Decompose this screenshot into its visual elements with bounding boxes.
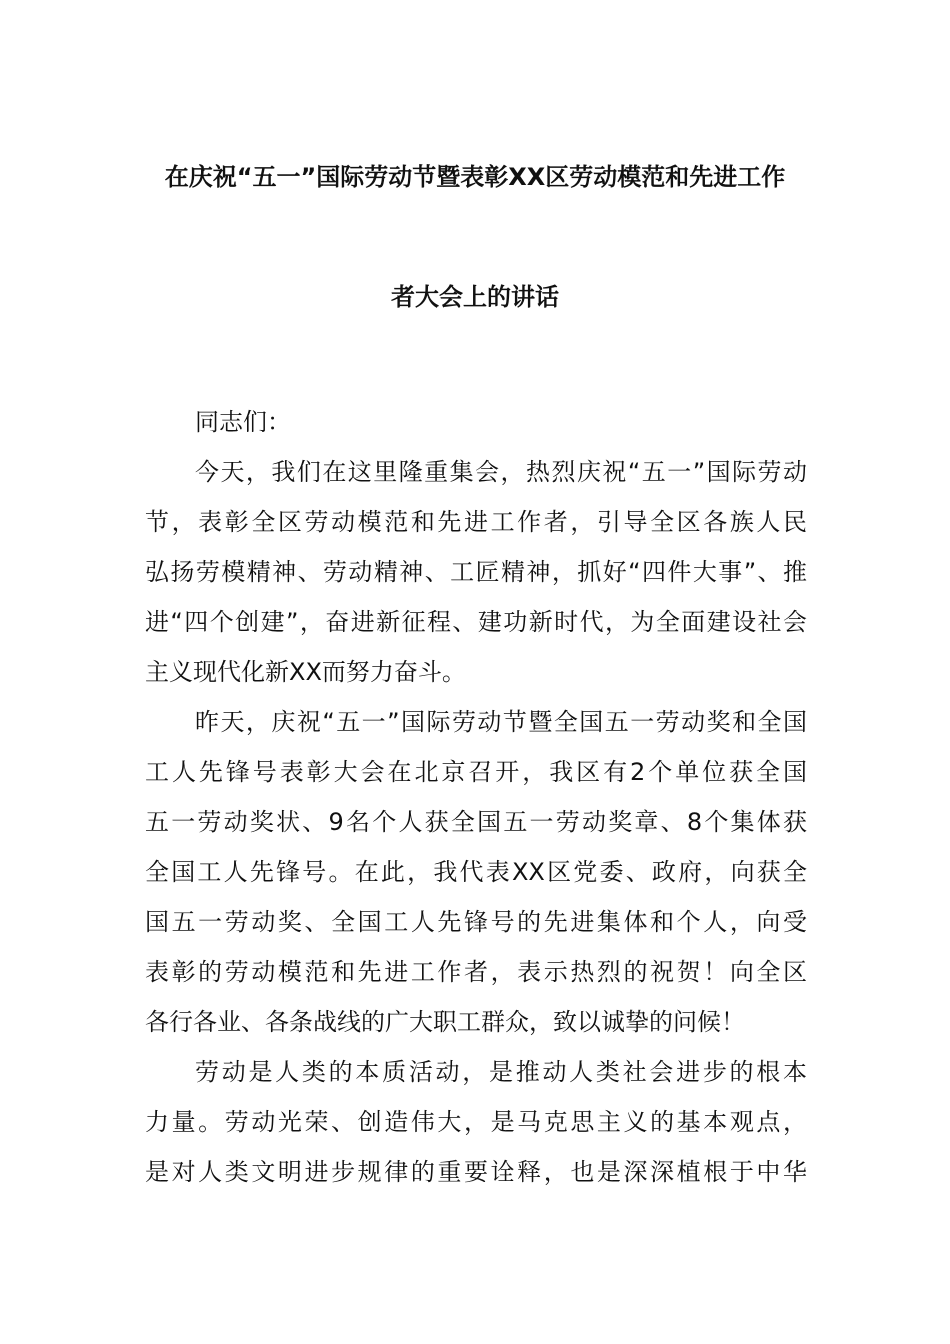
paragraph-line: 各行各业、各条战线的广大职工群众，致以诚挚的问候！	[145, 1008, 745, 1036]
document-title-line-2: 者大会上的讲话	[391, 283, 559, 311]
paragraph-line: 主义现代化新XX而努力奋斗。	[145, 658, 466, 686]
paragraph-line: 昨天，庆祝“五一”国际劳动节暨全国五一劳动奖和全国	[195, 708, 807, 736]
paragraph-line: 五一劳动奖状、9名个人获全国五一劳动奖章、8个集体获	[145, 808, 807, 836]
paragraph-line: 进“四个创建”，奋进新征程、建功新时代，为全面建设社会	[145, 608, 807, 636]
paragraph-line: 国五一劳动奖、全国工人先锋号的先进集体和个人，向受	[145, 908, 807, 936]
paragraph-line: 表彰的劳动模范和先进工作者，表示热烈的祝贺！向全区	[145, 958, 807, 986]
paragraph-line: 弘扬劳模精神、劳动精神、工匠精神，抓好“四件大事”、推	[145, 558, 807, 586]
salutation: 同志们：	[195, 408, 291, 436]
paragraph-line: 工人先锋号表彰大会在北京召开，我区有2个单位获全国	[145, 758, 807, 786]
paragraph-line: 节，表彰全区劳动模范和先进工作者，引导全区各族人民	[145, 508, 807, 536]
paragraph-line: 今天，我们在这里隆重集会，热烈庆祝“五一”国际劳动	[195, 458, 807, 486]
paragraph-line: 力量。劳动光荣、创造伟大，是马克思主义的基本观点，	[145, 1108, 807, 1136]
paragraph-line: 全国工人先锋号。在此，我代表XX区党委、政府，向获全	[145, 858, 807, 886]
paragraph-line: 劳动是人类的本质活动，是推动人类社会进步的根本	[195, 1058, 807, 1086]
paragraph-line: 是对人类文明进步规律的重要诠释，也是深深植根于中华	[145, 1158, 807, 1186]
document-title-line-1: 在庆祝“五一”国际劳动节暨表彰XX区劳动模范和先进工作	[164, 163, 786, 191]
